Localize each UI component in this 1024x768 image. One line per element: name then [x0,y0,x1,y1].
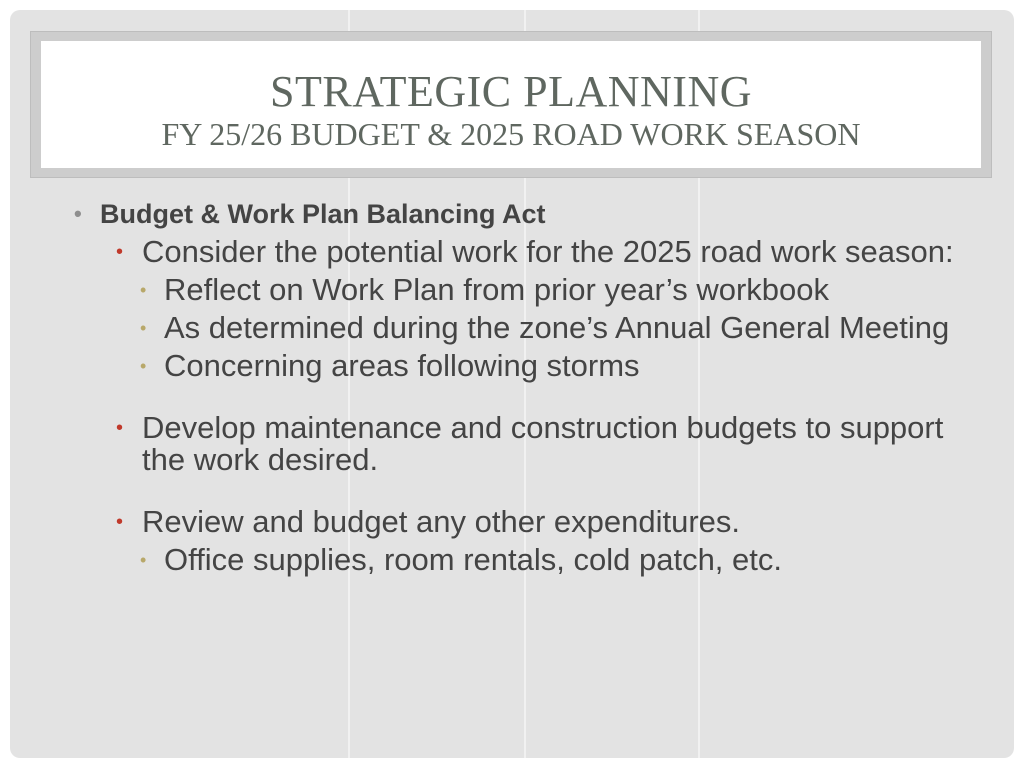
title-frame [30,31,992,178]
sub-bullet-text: Reflect on Work Plan from prior year’s workbook [164,272,830,307]
slide-title: STRATEGIC PLANNING [270,67,752,116]
bullet-dot: • [116,241,124,263]
sub-bullet-text: Concerning areas following storms [164,348,640,383]
sub-bullet-text: As determined during the zone’s Annual General Meeting [164,310,950,345]
bullet-list [70,198,970,576]
bullet-dot: • [116,511,124,533]
bullet-dot: • [140,280,147,300]
bullet-item-text: Review and budget any other expenditures. [142,504,741,539]
bullet-item-text: Develop maintenance and construction budgets to support the work desired. [142,410,944,477]
bullet-item [70,236,970,268]
sub-bullet-item [70,312,970,344]
slide-subtitle: FY 25/26 BUDGET & 2025 ROAD WORK SEASON [161,116,861,152]
sub-bullet-item [70,274,970,306]
bullet-dot: • [74,201,82,226]
bullet-dot: • [116,417,124,439]
sub-bullet-item [70,544,970,576]
bullet-heading-text: Budget & Work Plan Balancing Act [100,199,546,229]
bullet-dot: • [140,318,147,338]
sub-bullet-text: Office supplies, room rentals, cold patch, etc. [164,542,783,577]
bullet-item [70,506,970,538]
bullet-item-text: Consider the potential work for the 2025 road work season: [142,234,954,269]
title-box [41,41,981,168]
bullet-dot: • [140,550,147,570]
sub-bullet-item [70,350,970,382]
bullet-dot: • [140,356,147,376]
slide [10,10,1014,758]
bullet-heading [70,198,970,230]
bullet-item [70,412,970,476]
